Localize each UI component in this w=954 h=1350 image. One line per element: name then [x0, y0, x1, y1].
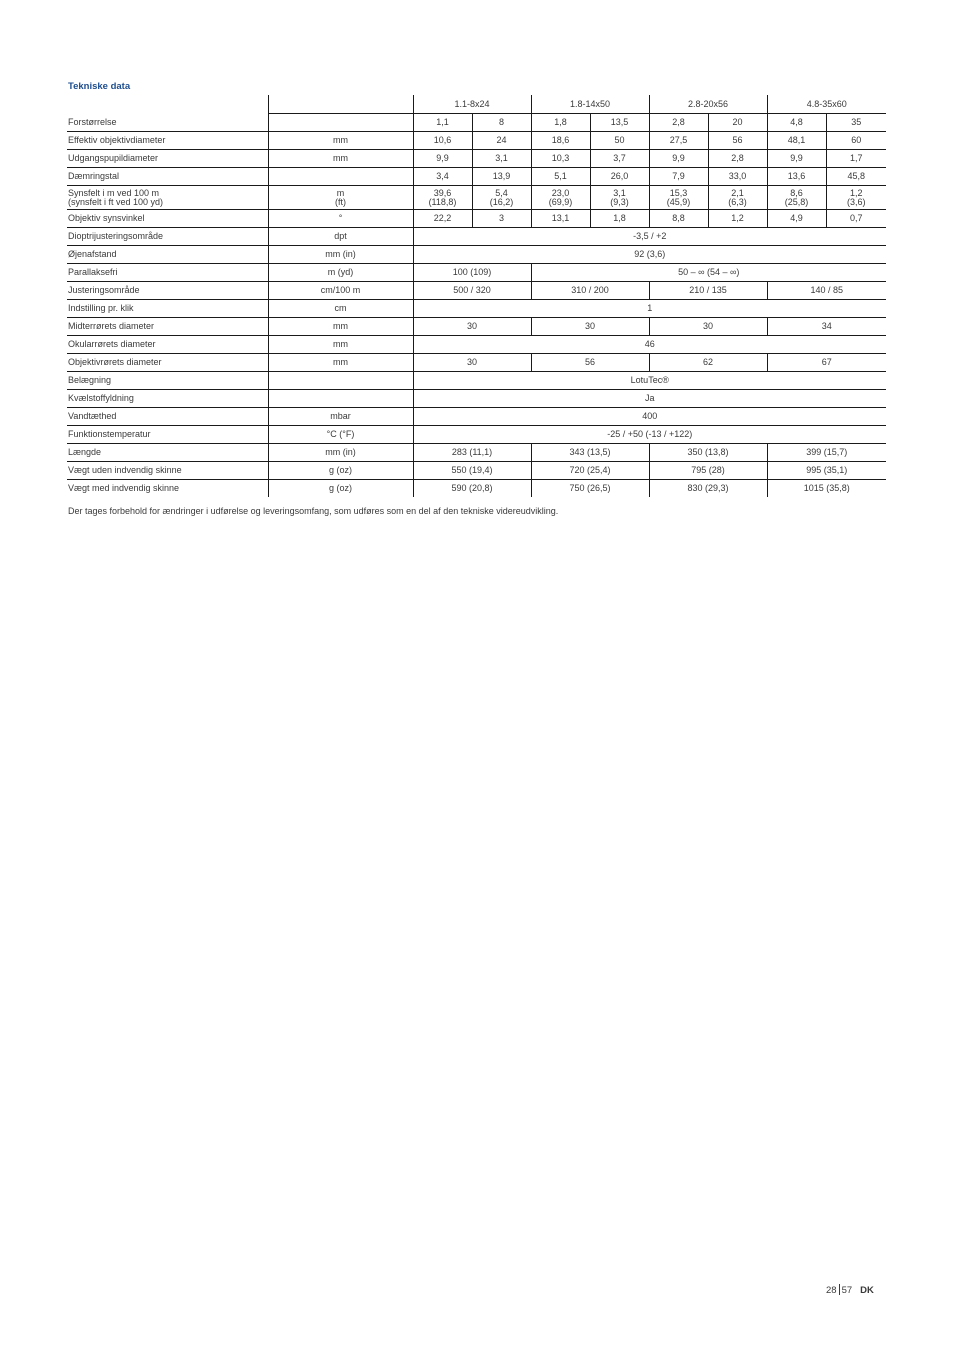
- table-cell: 5,4 (16,2): [472, 186, 531, 210]
- table-cell: 100 (109): [413, 264, 531, 282]
- table-cell: 590 (20,8): [413, 480, 531, 498]
- table-cell: 830 (29,3): [649, 480, 767, 498]
- row-unit: mm: [268, 336, 413, 354]
- table-cell: 399 (15,7): [767, 444, 886, 462]
- table-cell: 1: [413, 300, 886, 318]
- table-cell: 50: [590, 132, 649, 150]
- table-row: [67, 228, 886, 246]
- table-cell: -25 / +50 (-13 / +122): [413, 426, 886, 444]
- table-row: [67, 150, 886, 168]
- table-cell: 550 (19,4): [413, 462, 531, 480]
- table-row: [67, 444, 886, 462]
- table-cell: 30: [649, 318, 767, 336]
- table-cell: -3,5 / +2: [413, 228, 886, 246]
- table-row: [67, 390, 886, 408]
- page-separator: [839, 1284, 840, 1295]
- table-row: [67, 408, 886, 426]
- model-header: 1.1-8x24: [413, 95, 531, 114]
- header-blank-unit: [268, 95, 413, 114]
- table-cell: 33,0: [708, 168, 767, 186]
- row-unit: g (oz): [268, 462, 413, 480]
- spec-table: [67, 95, 886, 497]
- table-cell: 13,5: [590, 114, 649, 132]
- row-unit: g (oz): [268, 480, 413, 498]
- table-cell: 62: [649, 354, 767, 372]
- table-cell: 26,0: [590, 168, 649, 186]
- table-cell: 2,8: [649, 114, 708, 132]
- table-cell: 13,6: [767, 168, 826, 186]
- model-header: 4.8-35x60: [767, 95, 886, 114]
- table-cell: 500 / 320: [413, 282, 531, 300]
- table-cell: 1,2: [708, 210, 767, 228]
- table-cell: 3: [472, 210, 531, 228]
- row-unit: m (yd): [268, 264, 413, 282]
- table-cell: Ja: [413, 390, 886, 408]
- table-row: [67, 354, 886, 372]
- row-unit: [268, 372, 413, 390]
- page-total: 57: [841, 1285, 853, 1296]
- table-cell: 27,5: [649, 132, 708, 150]
- table-row: [67, 336, 886, 354]
- table-cell: 1015 (35,8): [803, 483, 850, 493]
- table-row: [67, 282, 886, 300]
- table-cell: 3,1 (9,3): [590, 186, 649, 210]
- row-unit: [268, 114, 413, 132]
- table-cell: 9,9: [767, 150, 826, 168]
- table-cell: 50 – ∞ (54 – ∞): [531, 264, 886, 282]
- table-cell: 7,9: [649, 168, 708, 186]
- table-row: [67, 300, 886, 318]
- table-cell: 0,7: [826, 210, 886, 228]
- table-row: [67, 246, 886, 264]
- table-cell: 1,8: [590, 210, 649, 228]
- row-unit: mm: [268, 132, 413, 150]
- row-unit: dpt: [268, 228, 413, 246]
- table-cell: 140 / 85: [767, 282, 886, 300]
- table-cell: 22,2: [413, 210, 472, 228]
- table-row: [67, 114, 886, 132]
- model-header-row: [67, 95, 886, 114]
- row-unit: cm: [268, 300, 413, 318]
- table-row: [67, 462, 886, 480]
- table-row: [67, 168, 886, 186]
- row-label: Okularrørets diameter: [67, 336, 268, 354]
- table-cell: 995 (35,1): [767, 462, 886, 480]
- table-cell: 343 (13,5): [531, 444, 649, 462]
- table-cell: 30: [413, 354, 531, 372]
- row-label: Dæmringstal: [67, 168, 268, 186]
- row-label: Udgangspupildiameter: [67, 150, 268, 168]
- row-unit: mm: [268, 318, 413, 336]
- model-header: 2.8-20x56: [649, 95, 767, 114]
- row-unit: [268, 168, 413, 186]
- table-row: [67, 132, 886, 150]
- page-number: 28: [826, 1285, 837, 1296]
- table-cell: 10,6: [413, 132, 472, 150]
- row-label: Vægt uden indvendig skinne: [67, 462, 268, 480]
- row-label: Dioptrijusteringsområde: [67, 228, 268, 246]
- table-cell: 310 / 200: [531, 282, 649, 300]
- model-header: 1.8-14x50: [531, 95, 649, 114]
- row-label: Objektiv synsvinkel: [67, 210, 268, 228]
- table-row: [67, 186, 886, 210]
- row-label: Justeringsområde: [67, 282, 268, 300]
- table-row: [67, 372, 886, 390]
- table-cell: 9,9: [649, 150, 708, 168]
- language-code: DK: [860, 1285, 874, 1296]
- table-cell: 48,1: [767, 132, 826, 150]
- row-unit: mm (in): [268, 444, 413, 462]
- table-cell: 8,6 (25,8): [767, 186, 826, 210]
- table-cell: 10,3: [531, 150, 590, 168]
- table-cell: 5,1: [531, 168, 590, 186]
- table-row: [67, 426, 886, 444]
- row-label: Indstilling pr. klik: [67, 300, 268, 318]
- table-cell: 30: [531, 318, 649, 336]
- row-unit: mm (in): [268, 246, 413, 264]
- table-cell: 8: [472, 114, 531, 132]
- table-cell: 23,0 (69,9): [531, 186, 590, 210]
- table-cell: 24: [472, 132, 531, 150]
- table-cell: 39,6 (118,8): [413, 186, 472, 210]
- table-cell: 3,7: [590, 150, 649, 168]
- row-label: Effektiv objektivdiameter: [67, 132, 268, 150]
- row-unit: cm/100 m: [268, 282, 413, 300]
- page-footer: [826, 1284, 874, 1296]
- table-cell: 56: [708, 132, 767, 150]
- row-label: Belægning: [67, 372, 268, 390]
- row-unit: mbar: [268, 408, 413, 426]
- table-cell: 795 (28): [649, 462, 767, 480]
- table-cell: 283 (11,1): [413, 444, 531, 462]
- table-cell: 34: [767, 318, 886, 336]
- row-unit: [268, 390, 413, 408]
- table-cell: 1,1: [413, 114, 472, 132]
- table-cell: 60: [826, 132, 886, 150]
- table-cell: 67: [767, 354, 886, 372]
- row-label: Øjenafstand: [67, 246, 268, 264]
- table-cell: 9,9: [413, 150, 472, 168]
- table-cell: 8,8: [649, 210, 708, 228]
- row-label: Synsfelt i m ved 100 m (synsfelt i ft ved 100 yd): [67, 186, 268, 210]
- table-cell: 92 (3,6): [413, 246, 886, 264]
- table-cell: 30: [413, 318, 531, 336]
- row-unit: °C (°F): [268, 426, 413, 444]
- table-cell: 400: [413, 408, 886, 426]
- row-label: Vandtæthed: [67, 408, 268, 426]
- row-label: Midterrørets diameter: [67, 318, 268, 336]
- section-title: Tekniske data: [68, 81, 131, 92]
- disclaimer-note: Der tages forbehold for ændringer i udførelse og leveringsomfang, som udføres som en del af den tekniske videreudvikling.: [68, 506, 559, 516]
- table-cell: 13,1: [531, 210, 590, 228]
- table-cell: 18,6: [531, 132, 590, 150]
- table-cell: 4,9: [767, 210, 826, 228]
- table-cell: 720 (25,4): [531, 462, 649, 480]
- row-label: Funktionstemperatur: [67, 426, 268, 444]
- table-cell: 1,2 (3,6): [826, 186, 886, 210]
- table-cell: 750 (26,5): [531, 480, 649, 498]
- row-unit: mm: [268, 354, 413, 372]
- table-cell: 1,8: [531, 114, 590, 132]
- row-unit: °: [268, 210, 413, 228]
- table-row: [67, 264, 886, 282]
- table-cell: 56: [531, 354, 649, 372]
- table-cell: 3,4: [413, 168, 472, 186]
- row-label: Forstørrelse: [67, 114, 268, 132]
- table-cell: 13,9: [472, 168, 531, 186]
- table-cell: 2,8: [708, 150, 767, 168]
- table-row: [67, 318, 886, 336]
- table-cell: 45,8: [826, 168, 886, 186]
- row-label: Kvælstoffyldning: [67, 390, 268, 408]
- table-cell: 15,3 (45,9): [649, 186, 708, 210]
- row-unit: mm: [268, 150, 413, 168]
- table-cell: 210 / 135: [649, 282, 767, 300]
- row-label: Vægt med indvendig skinne: [67, 480, 268, 498]
- table-row: [67, 480, 886, 498]
- table-cell: 3,1: [472, 150, 531, 168]
- row-unit: m (ft): [268, 186, 413, 210]
- table-cell: 1,7: [826, 150, 886, 168]
- table-cell: 20: [708, 114, 767, 132]
- table-row: [67, 210, 886, 228]
- row-label: Parallaksefri: [67, 264, 268, 282]
- header-blank-label: [67, 95, 268, 114]
- row-label: Længde: [67, 444, 268, 462]
- table-cell: LotuTec®: [413, 372, 886, 390]
- table-cell: 46: [413, 336, 886, 354]
- table-cell: 4,8: [767, 114, 826, 132]
- row-label: Objektivrørets diameter: [67, 354, 268, 372]
- table-cell: 350 (13,8): [649, 444, 767, 462]
- table-cell: 2,1 (6,3): [708, 186, 767, 210]
- table-cell: 35: [826, 114, 886, 132]
